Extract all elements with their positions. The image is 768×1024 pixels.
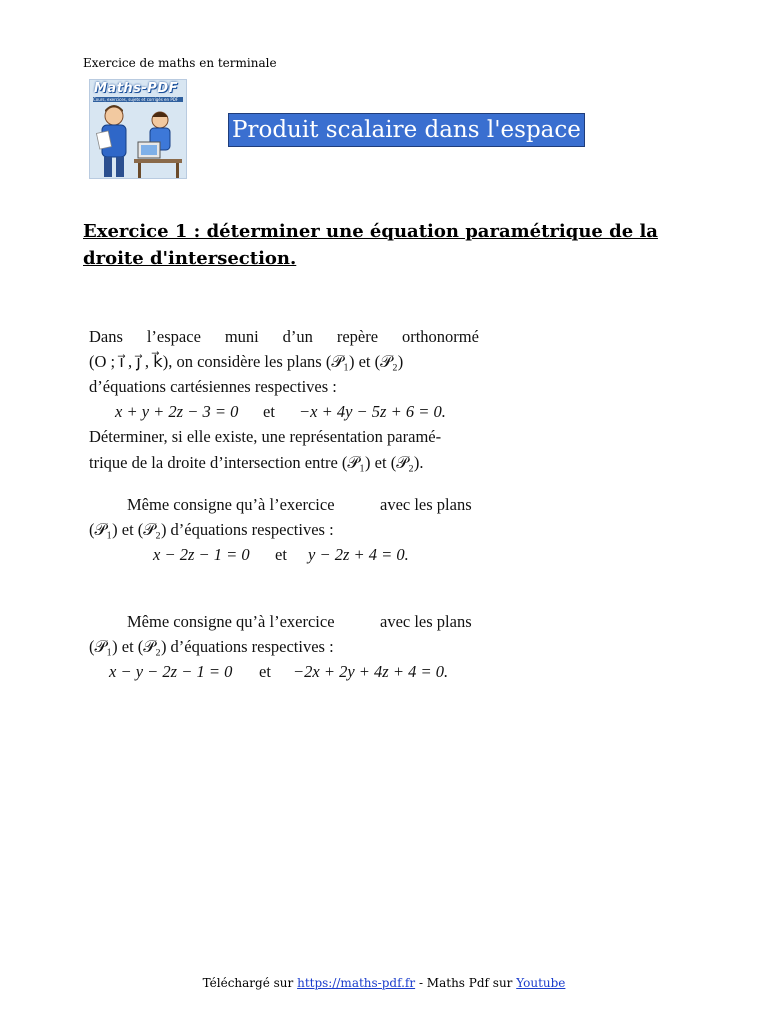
logo-brand: Maths-PDF xyxy=(94,81,179,96)
page-header-text: Exercice de maths en terminale xyxy=(83,56,277,70)
p1-line-2: (O ; i⃗ , j⃗ , k⃗), on considère les plans (𝒫₁) et (𝒫₂) xyxy=(89,352,404,371)
maths-pdf-logo xyxy=(89,79,187,179)
p1-line-6: trique de la droite d’intersection entre (𝒫₁) et (𝒫₂). xyxy=(89,453,424,472)
footer-prefix: Téléchargé sur xyxy=(202,976,294,990)
p1-word: l’espace xyxy=(146,327,201,346)
p2-equation-left: x − 2z − 1 = 0 xyxy=(153,545,250,564)
p3-equation-left: x − y − 2z − 1 = 0 xyxy=(109,662,233,681)
p1-word: Dans xyxy=(89,327,123,346)
footer-middle: - Maths Pdf sur xyxy=(418,976,513,990)
logo-illustration-icon xyxy=(90,102,186,179)
p3-equation-right: −2x + 2y + 4z + 4 = 0. xyxy=(293,662,449,681)
p1-line-5: Déterminer, si elle existe, une représentation paramé- xyxy=(89,427,442,446)
maths-pdf-link[interactable]: https://maths-pdf.fr xyxy=(297,976,416,990)
p2-equation-right: y − 2z + 4 = 0. xyxy=(308,545,409,564)
p3-equation-and: et xyxy=(259,662,271,681)
logo-tagline: Cours, exercices, sujets et corrigés en PDF xyxy=(93,97,183,102)
p2-line-1b: avec les plans xyxy=(380,495,472,514)
p3-line-2: (𝒫₁) et (𝒫₂) d’équations respectives : xyxy=(89,637,334,656)
p1-line-3: d’équations cartésiennes respectives : xyxy=(89,377,337,396)
p1-word: orthonormé xyxy=(401,327,479,346)
p1-word: d’un xyxy=(282,327,313,346)
p1-equation-and: et xyxy=(263,402,275,421)
p1-word: repère xyxy=(336,327,379,346)
p2-line-2: (𝒫₁) et (𝒫₂) d’équations respectives : xyxy=(89,520,334,539)
p3-line-1b: avec les plans xyxy=(380,612,472,631)
p1-word: muni xyxy=(224,327,259,346)
p1-equation-left: x + y + 2z − 3 = 0 xyxy=(115,402,239,421)
p1-equation-right: −x + 4y − 5z + 6 = 0. xyxy=(299,402,446,421)
exercise-heading: Exercice 1 : déterminer une équation paramétrique de la droite d'intersection. xyxy=(83,221,658,269)
p3-line-1a: Même consigne qu’à l’exercice xyxy=(127,612,335,631)
page-footer xyxy=(0,976,768,990)
page-title: Produit scalaire dans l'espace xyxy=(228,113,585,147)
p2-equation-and: et xyxy=(275,545,287,564)
youtube-link[interactable]: Youtube xyxy=(516,976,566,990)
p2-line-1a: Même consigne qu’à l’exercice xyxy=(127,495,335,514)
